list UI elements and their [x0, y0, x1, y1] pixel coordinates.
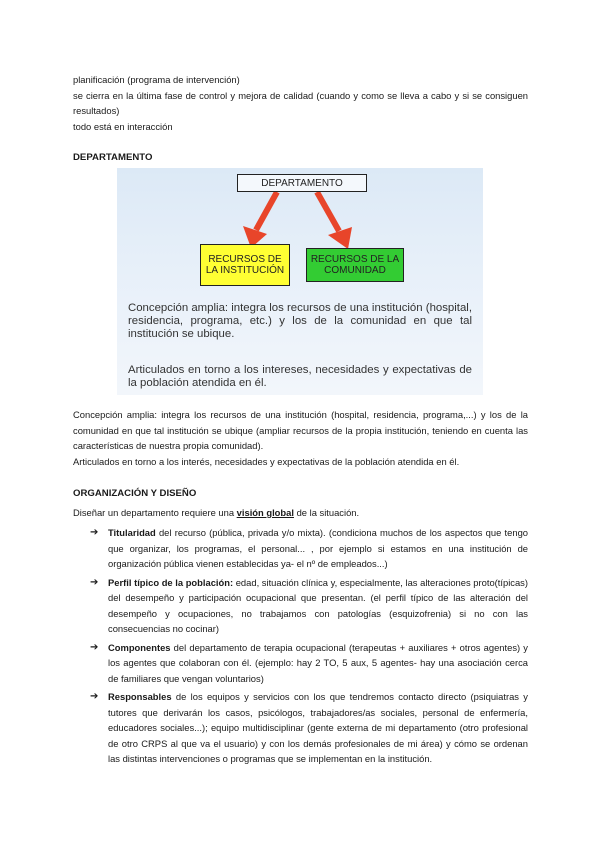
organizacion-intro-post: de la situación. — [293, 507, 360, 518]
slide-box-departamento: DEPARTAMENTO — [237, 174, 367, 192]
right-arrow-icon: ➔ — [90, 576, 99, 588]
right-arrow-icon: ➔ — [90, 641, 99, 653]
slide-text-articulados — [128, 364, 472, 390]
list-item-text: del recurso (pública, privada y/o mixta). (condiciona muchos de los aspectos que tengo que organizar, los programas, el personal... , por ejemplo si estamos en una institución de organización pública vienen establecidas ya- el nº de empleados...) — [108, 527, 528, 569]
slide-box-recursos-institucion: RECURSOS DE LA INSTITUCIÓN — [200, 244, 290, 286]
intro-line-3: todo está en interacción — [73, 120, 173, 132]
section-heading-departamento: DEPARTAMENTO — [73, 152, 153, 163]
intro-line-2: se cierra en la última fase de control y mejora de calidad (cuando y como se lleva a cabo y si se consiguen resultados) — [73, 89, 528, 116]
organizacion-intro-emphasis: visión global — [236, 507, 294, 518]
list-item-term: Componentes — [108, 641, 171, 653]
right-arrow-icon: ➔ — [90, 691, 99, 702]
list-item-text: edad, situación clínica y, especialmente, las alteraciones proto(típicas) del desempeño y participación ocupacional que presentan. (el perfil típico de las alteración del desempeño y ocupaciones, no trabajamos con patologías (esquizofrenia) si no con las consecuencias no cocinar) — [108, 576, 528, 634]
list-item-perfil — [90, 575, 528, 637]
right-arrow-icon — [317, 192, 352, 249]
list-item-term: Titularidad — [108, 527, 156, 538]
list-item-titularidad — [90, 525, 528, 572]
right-arrow-icon: ➔ — [90, 527, 99, 538]
slide-arrows — [117, 168, 483, 395]
list-item-term: Responsables — [108, 691, 172, 702]
slide-text-concepcion-content: Concepción amplia: integra los recursos de una institución (hospital, residencia, programa, etc.) y los de la comunidad en que tal institución se ubique. — [128, 302, 472, 340]
organizacion-intro-pre: Diseñar un departamento requiere una — [73, 507, 237, 518]
slide-text-concepcion — [128, 302, 472, 341]
list-item-text: del departamento de terapia ocupacional (terapeutas + auxiliares + otros agentes) y los agentes que colaboran con él. (ejemplo: hay 2 TO, 5 aux, 5 agentes- hay una asociación cerca de familiares que vengan voluntarios) — [108, 641, 528, 684]
slide-text-articulados-content: Articulados en torno a los intereses, necesidades y expectativas de la población atendida en él. — [128, 364, 472, 389]
intro-line-1: planificación (programa de intervención) — [73, 74, 240, 85]
list-item-componentes — [90, 640, 528, 687]
organizacion-intro — [73, 505, 528, 521]
list-item-text: de los equipos y servicios con los que tendremos contacto directo (psiquiatras y tutores que derivarán los casos, psicólogos, trabajadores/as sociales, personal de enfermería, educadores sociales...); equipo multidisciplinar (gente externa de mi departamento (otro profesional de otro CRPS al que va el usuario) y con los demás profesionales de mi área) y cómo se ordenan las distintas intervenciones o programas que se implementan en la institución. — [108, 691, 528, 764]
left-arrow-icon — [243, 192, 277, 248]
departamento-slide — [117, 168, 483, 395]
organizacion-list — [90, 525, 528, 770]
departamento-paragraph-2: Articulados en torno a los interés, necesidades y expectativas de la población atendida en él. — [73, 455, 460, 467]
departamento-paragraph-1: Concepción amplia: integra los recursos de una institución (hospital, residencia, programa,...) y los de la comunidad en que tal institución se ubique (ampliar recursos de la propia institución, teniendo en cuenta las características de nuestra propia comunidad). — [73, 409, 528, 451]
slide-box-recursos-comunidad: RECURSOS DE LA COMUNIDAD — [306, 248, 404, 282]
list-item-responsables — [90, 689, 528, 767]
list-item-term: Perfil típico de la población: — [108, 576, 234, 588]
section-heading-organizacion: ORGANIZACIÓN Y DISEÑO — [73, 488, 197, 499]
